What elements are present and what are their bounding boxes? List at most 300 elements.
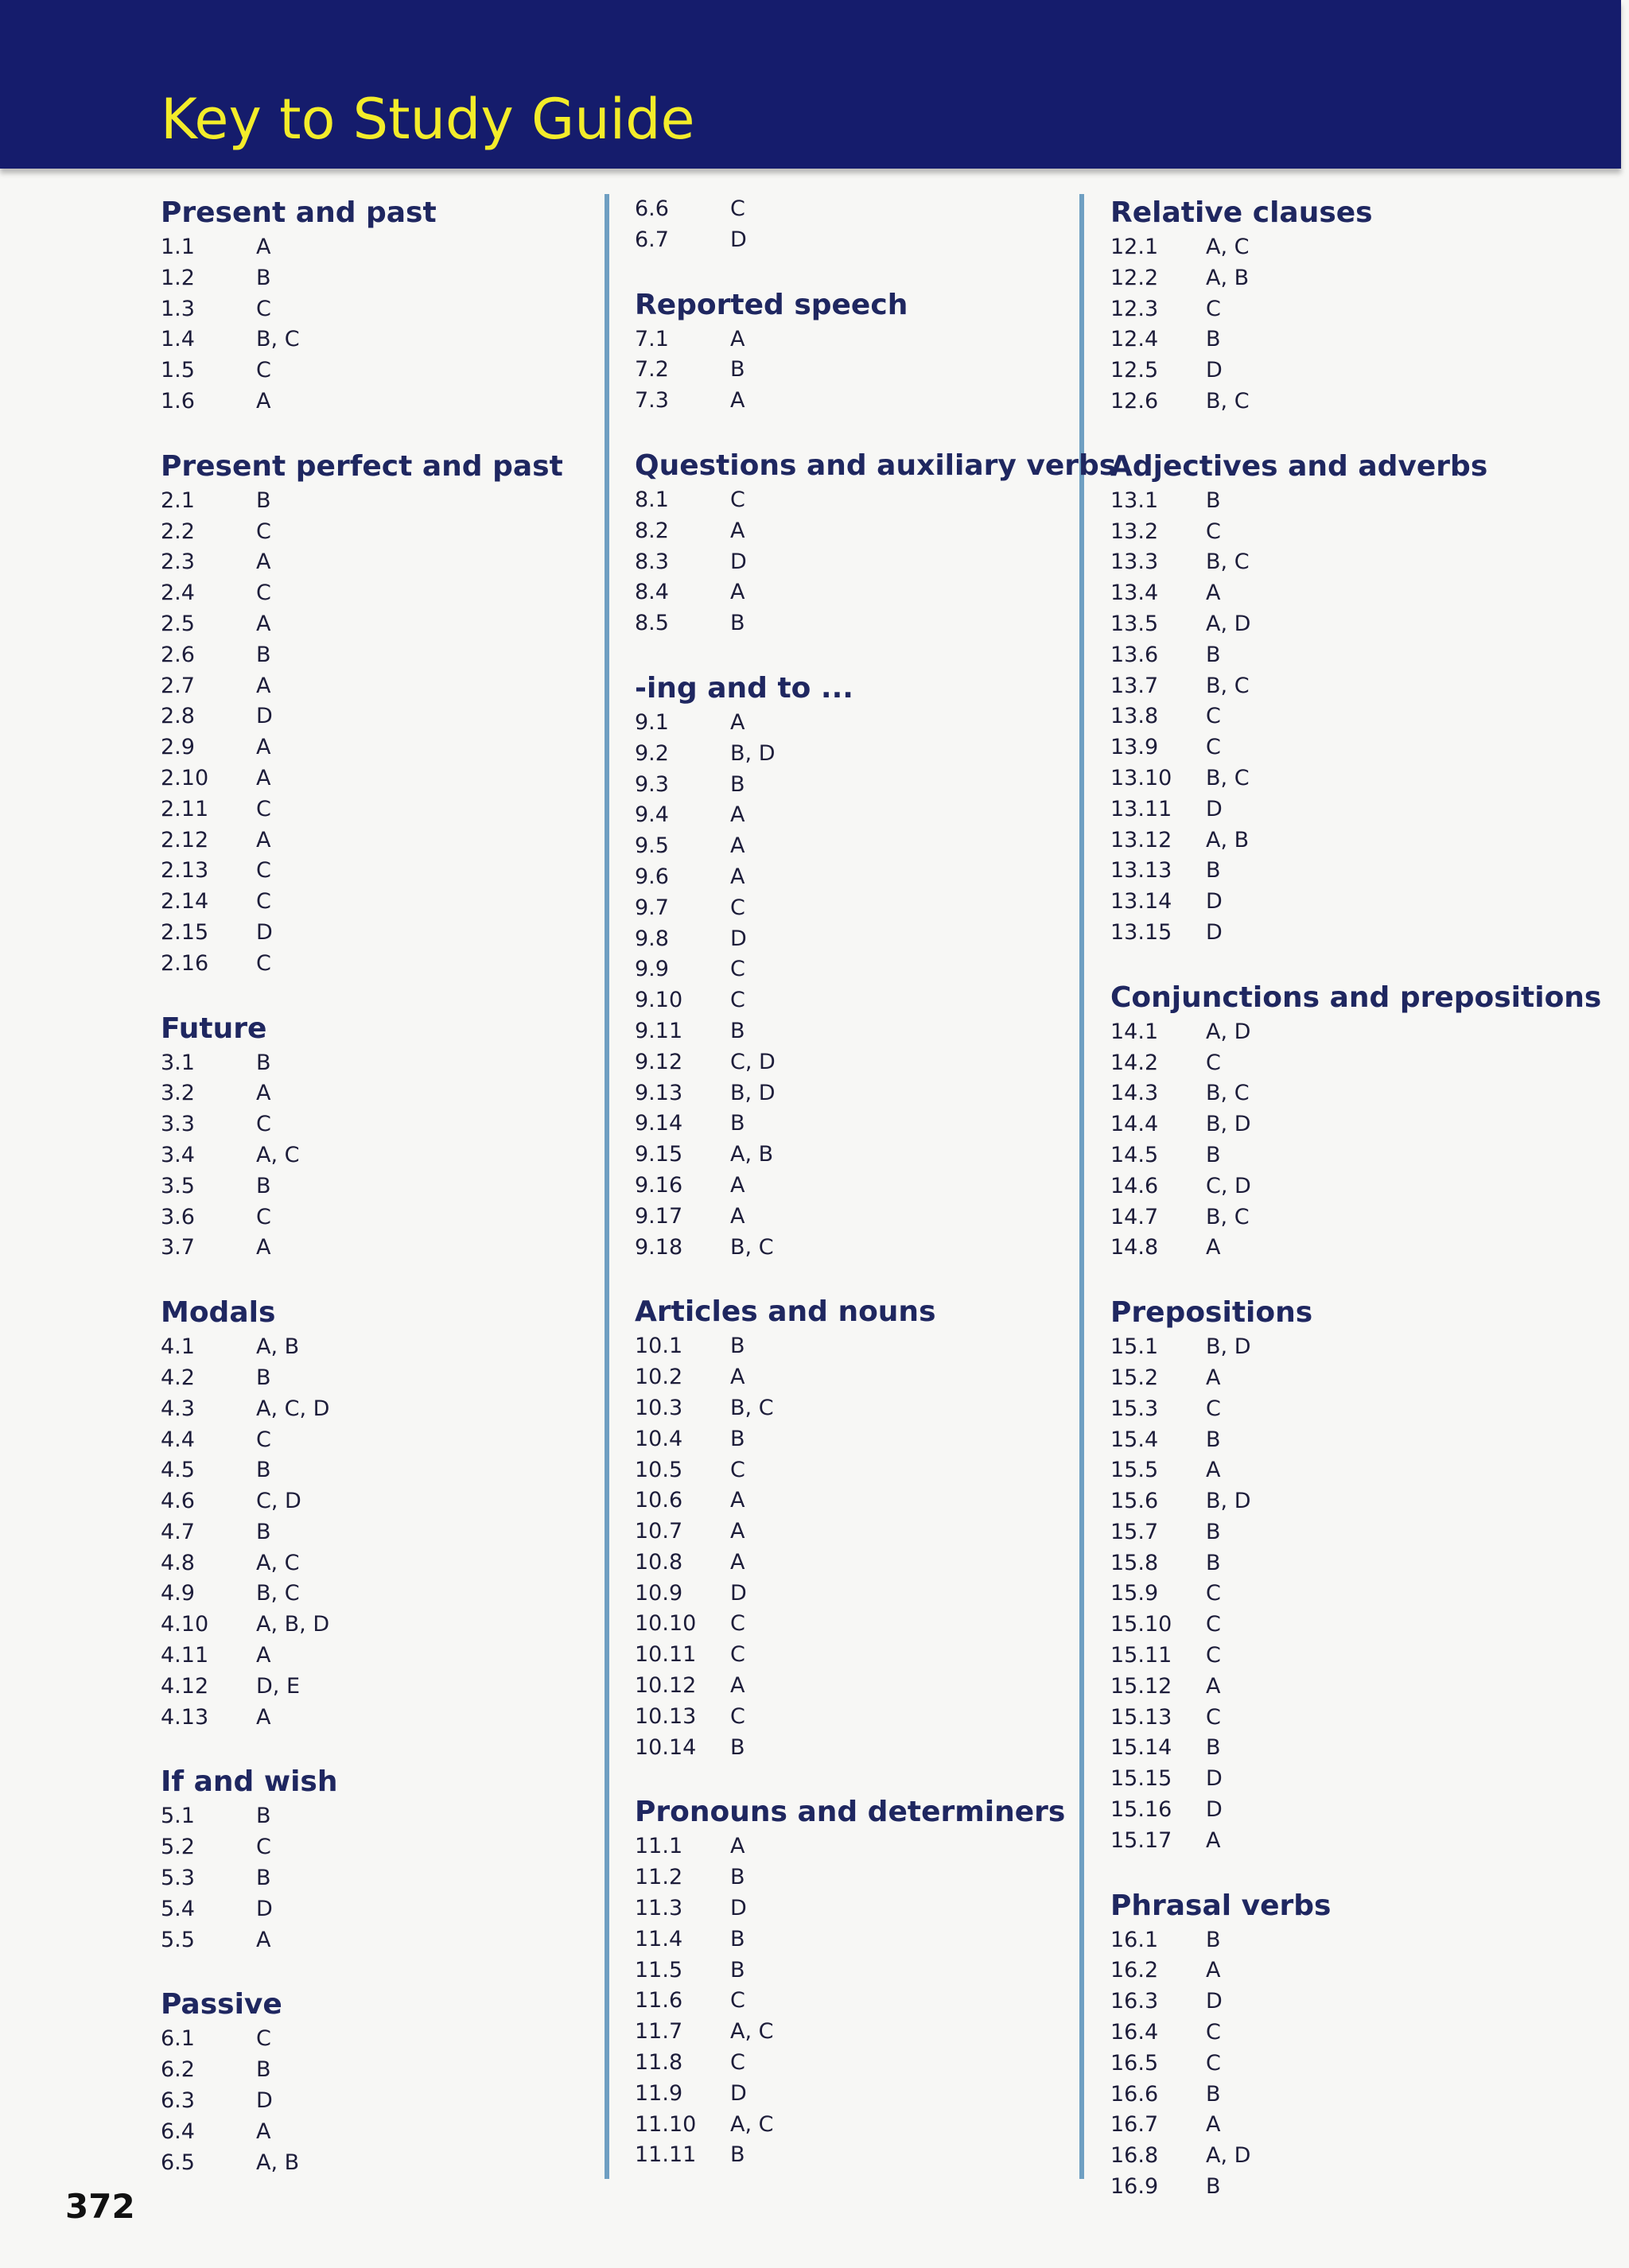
answer-value: B [256, 1804, 271, 1829]
answer-value: C [1206, 735, 1221, 760]
answer-row [635, 1671, 1116, 1702]
question-number: 4.4 [161, 1427, 195, 1452]
answer-row [1110, 1579, 1601, 1610]
answer-row [1110, 1078, 1601, 1109]
answer-value: C [1206, 1050, 1221, 1075]
answer-value: B [730, 1957, 745, 1983]
question-number: 8.2 [635, 518, 669, 543]
answer-row [1110, 2110, 1601, 2141]
answer-row [635, 485, 1116, 516]
answer-row [1110, 732, 1601, 763]
question-number: 15.16 [1110, 1797, 1172, 1823]
answer-row [635, 1579, 1116, 1610]
answer-value: B, C [1206, 388, 1250, 414]
answer-row [1110, 1202, 1601, 1233]
answer-row [635, 800, 1116, 831]
answer-row [635, 893, 1116, 924]
answer-value: A [1206, 2112, 1221, 2138]
question-number: 2.6 [161, 642, 195, 667]
section-title: Adjectives and adverbs [1110, 449, 1488, 483]
answer-row [161, 1517, 563, 1548]
section-title: -ing and to ... [635, 671, 853, 705]
column-divider [605, 194, 609, 2179]
section-title: Articles and nouns [635, 1295, 936, 1329]
answer-value: B [730, 357, 745, 383]
answer-value: C [1206, 2050, 1221, 2076]
answer-value: B [256, 1458, 271, 1483]
question-number: 9.7 [635, 895, 669, 920]
answer-row [1110, 609, 1601, 640]
section-title: Passive [161, 1988, 282, 2021]
question-number: 1.2 [161, 265, 195, 290]
answer-value: A [730, 802, 745, 828]
answer-value: D [730, 2080, 747, 2106]
answer-row [635, 1078, 1116, 1109]
question-number: 13.2 [1110, 518, 1159, 544]
answer-row [635, 1893, 1116, 1924]
answer-section [161, 1763, 563, 1955]
answer-row [635, 1955, 1116, 1986]
answer-row [1110, 1610, 1601, 1641]
question-number: 2.9 [161, 735, 195, 760]
answer-row [635, 1548, 1116, 1579]
answer-row [1110, 547, 1601, 578]
question-number: 6.2 [161, 2057, 195, 2083]
question-number: 16.5 [1110, 2050, 1159, 2076]
answer-row [161, 1394, 563, 1425]
answer-value: C [1206, 1643, 1221, 1668]
answer-value: C [256, 796, 271, 821]
answer-row [635, 1924, 1116, 1955]
answer-row [1110, 2172, 1601, 2203]
answer-value: C [730, 1703, 745, 1729]
question-number: 16.8 [1110, 2143, 1159, 2169]
question-number: 15.4 [1110, 1427, 1159, 1452]
answer-row [161, 232, 563, 263]
question-number: 13.14 [1110, 889, 1172, 915]
answer-row [635, 1517, 1116, 1548]
answer-row [635, 1016, 1116, 1047]
answer-value: D [730, 227, 747, 252]
answer-value: B, C [1206, 765, 1250, 790]
answer-row [161, 1801, 563, 1832]
page-number: 372 [65, 2187, 135, 2226]
question-number: 2.7 [161, 673, 195, 698]
question-number: 14.4 [1110, 1112, 1159, 1137]
question-number: 14.1 [1110, 1019, 1159, 1044]
question-number: 13.4 [1110, 581, 1159, 606]
answer-value: B, D [1206, 1489, 1251, 1514]
answer-value: D [1206, 796, 1223, 821]
answer-row [161, 1703, 563, 1734]
answer-column-1 [161, 194, 563, 2178]
question-number: 11.10 [635, 2111, 697, 2137]
question-number: 2.2 [161, 518, 195, 544]
answer-value: D [1206, 358, 1223, 383]
answer-row [635, 1233, 1116, 1264]
answer-row [1110, 1641, 1601, 1672]
question-number: 13.11 [1110, 796, 1172, 821]
answer-row [161, 1363, 563, 1394]
question-number: 12.1 [1110, 235, 1159, 259]
section-title: Present and past [161, 196, 437, 229]
answer-value: B, C [730, 1234, 774, 1260]
answer-value: B [256, 265, 271, 290]
answer-section [161, 1010, 563, 1264]
question-number: 12.3 [1110, 296, 1159, 321]
answer-row [1110, 232, 1601, 263]
answer-row [161, 1455, 563, 1486]
question-number: 5.3 [161, 1866, 195, 1891]
question-number: 7.2 [635, 357, 669, 383]
answer-row [161, 609, 563, 640]
answer-row [161, 1610, 563, 1641]
question-number: 2.15 [161, 919, 209, 945]
section-title: Conjunctions and prepositions [1110, 981, 1602, 1014]
answer-value: C [730, 1988, 745, 2014]
answer-value: C [1206, 518, 1221, 544]
answer-value: C [256, 858, 271, 884]
answer-value: C [256, 950, 271, 976]
answer-row [1110, 2080, 1601, 2111]
answer-row [635, 770, 1116, 801]
question-number: 9.17 [635, 1203, 683, 1229]
answer-value: C [730, 895, 745, 920]
answer-row [1110, 1826, 1601, 1857]
answer-value: A [730, 388, 745, 414]
question-number: 10.11 [635, 1642, 697, 1668]
answer-row [161, 701, 563, 732]
question-number: 10.7 [635, 1519, 683, 1544]
answer-row [635, 2079, 1116, 2110]
answer-row [161, 1641, 563, 1672]
answer-row [161, 1332, 563, 1363]
question-number: 8.5 [635, 611, 669, 636]
question-number: 11.9 [635, 2080, 683, 2106]
answer-section [635, 670, 1116, 1263]
answer-row [635, 2017, 1116, 2048]
answer-value: B [256, 2057, 271, 2083]
answer-value: A [256, 673, 271, 698]
question-number: 4.10 [161, 1612, 209, 1637]
answer-row [161, 640, 563, 671]
question-number: 3.5 [161, 1173, 195, 1198]
question-number: 15.7 [1110, 1519, 1159, 1544]
answer-row [1110, 1394, 1601, 1425]
answer-value: B [1206, 487, 1221, 513]
question-number: 15.17 [1110, 1827, 1172, 1853]
question-number: 9.6 [635, 864, 669, 889]
answer-value: A [730, 1172, 745, 1198]
answer-row [161, 2148, 563, 2179]
answer-row [1110, 1517, 1601, 1548]
answer-value: B [730, 1426, 745, 1451]
answer-row [1110, 355, 1601, 386]
answer-value: C [256, 358, 271, 383]
answer-row [161, 1425, 563, 1456]
question-number: 15.8 [1110, 1550, 1159, 1575]
answer-value: C, D [730, 1049, 776, 1074]
answer-row [635, 1862, 1116, 1893]
answer-value: B [256, 1050, 271, 1075]
answer-row [1110, 763, 1601, 794]
answer-row [1110, 1795, 1601, 1826]
answer-value: B [730, 1018, 745, 1043]
answer-value: B [730, 1334, 745, 1359]
question-number: 10.13 [635, 1703, 697, 1729]
answer-row [635, 708, 1116, 739]
answer-value: A [256, 827, 271, 852]
answer-section [635, 1293, 1116, 1763]
answer-row [635, 739, 1116, 770]
question-number: 6.7 [635, 227, 669, 252]
answer-value: B [730, 1865, 745, 1890]
answer-row [635, 985, 1116, 1016]
answer-row [161, 1140, 563, 1171]
answer-row [1110, 1233, 1601, 1264]
answer-row [635, 577, 1116, 608]
question-number: 11.11 [635, 2142, 697, 2168]
question-number: 6.6 [635, 196, 669, 221]
answer-row [635, 1393, 1116, 1424]
section-title: Relative clauses [1110, 196, 1373, 229]
answer-value: A [256, 1235, 271, 1260]
answer-value: A [730, 709, 745, 735]
question-number: 12.6 [1110, 388, 1159, 414]
answer-row [1110, 701, 1601, 732]
question-number: 15.3 [1110, 1396, 1159, 1421]
question-number: 11.4 [635, 1926, 683, 1951]
question-number: 10.2 [635, 1365, 683, 1390]
answer-row [161, 1579, 563, 1610]
answer-value: A [256, 735, 271, 760]
answer-row [635, 1831, 1116, 1862]
question-number: 10.3 [635, 1395, 683, 1420]
answer-row [1110, 486, 1601, 517]
answer-value: C [256, 2026, 271, 2052]
question-number: 15.1 [1110, 1334, 1159, 1360]
question-number: 10.12 [635, 1673, 697, 1699]
answer-value: B [1206, 1142, 1221, 1167]
question-number: 2.12 [161, 827, 209, 852]
answer-value: A, C [730, 2019, 774, 2045]
answer-value: D [730, 926, 747, 951]
question-number: 15.6 [1110, 1489, 1159, 1514]
answer-row [635, 1702, 1116, 1733]
answer-value: A, D [1206, 611, 1251, 636]
section-title: Phrasal verbs [1110, 1889, 1332, 1922]
answer-row [161, 1832, 563, 1863]
answer-value: D [1206, 1797, 1223, 1823]
question-number: 15.10 [1110, 1612, 1172, 1637]
section-title: Future [161, 1012, 267, 1045]
question-number: 5.4 [161, 1896, 195, 1921]
answer-value: A, C, D [256, 1396, 330, 1421]
answer-row [635, 1109, 1116, 1140]
question-number: 10.8 [635, 1549, 683, 1575]
question-number: 11.6 [635, 1988, 683, 2014]
answer-row [1110, 887, 1601, 918]
answer-row [635, 386, 1116, 417]
answer-value: A, B [730, 1142, 774, 1167]
answer-row [635, 1609, 1116, 1640]
question-number: 1.6 [161, 388, 195, 414]
answer-value: C [1206, 296, 1221, 321]
question-number: 15.11 [1110, 1643, 1172, 1668]
question-number: 11.8 [635, 2050, 683, 2076]
answer-value: C [256, 296, 271, 321]
question-number: 15.2 [1110, 1365, 1159, 1390]
answer-value: D [730, 1896, 747, 1921]
answer-row [161, 2086, 563, 2117]
answer-value: C [256, 518, 271, 544]
answer-value: B [256, 487, 271, 513]
answer-value: A, B [1206, 265, 1250, 290]
answer-value: C [730, 487, 745, 512]
answer-value: B [730, 1926, 745, 1951]
answer-value: C [1206, 2020, 1221, 2045]
answer-value: D [1206, 919, 1223, 945]
answer-row [635, 1362, 1116, 1393]
answer-row [1110, 1455, 1601, 1486]
question-number: 15.9 [1110, 1581, 1159, 1606]
question-number: 13.8 [1110, 704, 1159, 729]
question-number: 13.13 [1110, 858, 1172, 884]
question-number: 7.1 [635, 326, 669, 351]
section-title: Prepositions [1110, 1296, 1313, 1330]
answer-row [1110, 825, 1601, 856]
answer-value: C [1206, 1612, 1221, 1637]
answer-row [161, 1202, 563, 1233]
answer-value: B [256, 642, 271, 667]
answer-value: A [730, 864, 745, 889]
answer-value: B, C [256, 327, 300, 352]
answer-value: B [730, 611, 745, 636]
answer-value: A [256, 1927, 271, 1952]
question-number: 14.6 [1110, 1173, 1159, 1198]
question-number: 9.3 [635, 771, 669, 797]
answer-value: B [1206, 327, 1221, 352]
answer-value: A [1206, 1458, 1221, 1483]
answer-value: B [1206, 1927, 1221, 1952]
section-title: Questions and auxiliary verbs [635, 449, 1117, 482]
question-number: 10.1 [635, 1334, 683, 1359]
answer-row [161, 949, 563, 980]
answer-row [635, 516, 1116, 547]
question-number: 12.5 [1110, 358, 1159, 383]
question-number: 4.6 [161, 1489, 195, 1514]
answer-row [1110, 640, 1601, 671]
question-number: 16.1 [1110, 1927, 1159, 1952]
answer-value: B [256, 1519, 271, 1544]
section-title: Modals [161, 1296, 276, 1330]
answer-value: C [1206, 1581, 1221, 1606]
answer-row [161, 486, 563, 517]
answer-row [1110, 1171, 1601, 1202]
answer-value: D [256, 704, 273, 729]
answer-row [635, 324, 1116, 355]
answer-value: A [256, 388, 271, 414]
question-number: 15.12 [1110, 1673, 1172, 1699]
answer-row [635, 1140, 1116, 1171]
answer-row [1110, 1733, 1601, 1764]
answer-value: A [1206, 1827, 1221, 1853]
answer-value: B, C [256, 1581, 300, 1606]
answer-row [1110, 1925, 1601, 1956]
question-number: 1.3 [161, 296, 195, 321]
answer-value: A [1206, 581, 1221, 606]
question-number: 4.13 [161, 1704, 209, 1730]
question-number: 1.1 [161, 235, 195, 259]
answer-value: B [1206, 1519, 1221, 1544]
answer-row [161, 1233, 563, 1264]
answer-row [1110, 2141, 1601, 2172]
header-banner [0, 0, 1621, 169]
section-title: Pronouns and determiners [635, 1796, 1066, 1829]
answer-value: D [1206, 889, 1223, 915]
answer-value: C [256, 1204, 271, 1229]
question-number: 1.5 [161, 358, 195, 383]
question-number: 11.1 [635, 1834, 683, 1859]
answer-value: C, D [256, 1489, 301, 1514]
answer-value: B, C [1206, 1204, 1250, 1229]
answer-value: A [256, 611, 271, 636]
answer-value: A, C [730, 2111, 774, 2137]
answer-row [1110, 1140, 1601, 1171]
answer-value: A [256, 550, 271, 575]
answer-value: A, C [1206, 235, 1250, 259]
question-number: 16.2 [1110, 1958, 1159, 1983]
question-number: 13.6 [1110, 642, 1159, 667]
answer-section [1110, 1887, 1601, 2203]
question-number: 9.8 [635, 926, 669, 951]
answer-value: B [1206, 642, 1221, 667]
question-number: 13.12 [1110, 827, 1172, 852]
answer-row [161, 825, 563, 856]
question-number: 11.5 [635, 1957, 683, 1983]
answer-value: A, B, D [256, 1612, 330, 1637]
answer-value: B [1206, 2174, 1221, 2200]
answer-row [635, 355, 1116, 386]
question-number: 3.3 [161, 1112, 195, 1137]
answer-section [161, 194, 563, 417]
question-number: 3.7 [161, 1235, 195, 1260]
answer-value: D [1206, 1766, 1223, 1792]
answer-value: B, C [1206, 1081, 1250, 1106]
answer-row [635, 1047, 1116, 1078]
question-number: 2.3 [161, 550, 195, 575]
answer-row [161, 547, 563, 578]
question-number: 9.16 [635, 1172, 683, 1198]
answer-row [161, 918, 563, 949]
answer-row [635, 225, 1116, 256]
answer-row [161, 386, 563, 417]
answer-row [1110, 263, 1601, 294]
answer-row [161, 763, 563, 794]
answer-row [161, 355, 563, 386]
question-number: 2.16 [161, 950, 209, 976]
answer-value: A [730, 1203, 745, 1229]
answer-value: D [256, 919, 273, 945]
answer-value: A [730, 518, 745, 543]
question-number: 2.5 [161, 611, 195, 636]
question-number: 2.11 [161, 796, 209, 821]
answer-row [635, 608, 1116, 639]
question-number: 14.5 [1110, 1142, 1159, 1167]
question-number: 3.1 [161, 1050, 195, 1075]
answer-value: C [730, 1457, 745, 1482]
answer-row [635, 1171, 1116, 1202]
